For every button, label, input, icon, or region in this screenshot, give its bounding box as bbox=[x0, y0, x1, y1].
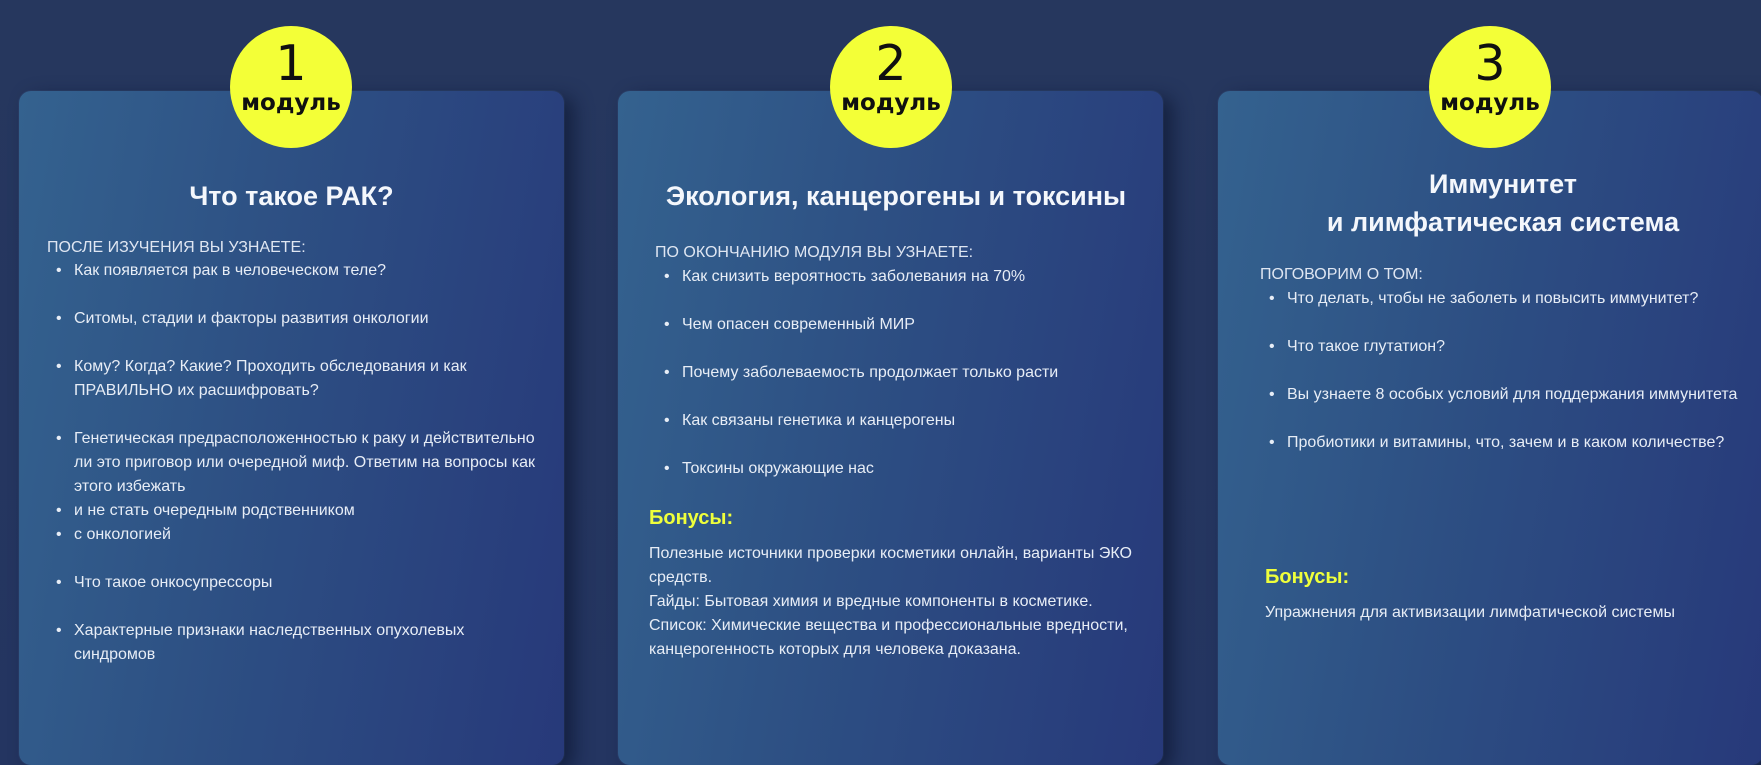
list-item: • Ситомы, стадии и факторы развития онкологии bbox=[47, 307, 547, 331]
module-title-3: Иммунитет и лимфатическая система bbox=[1326, 169, 1680, 237]
module-label-3: ПОГОВОРИМ О ТОМ: bbox=[1260, 266, 1423, 283]
module-label-2: ПО ОКОНЧАНИЮ МОДУЛЯ ВЫ УЗНАЕТЕ: bbox=[655, 244, 974, 261]
module-word-3: модуль bbox=[1440, 90, 1540, 116]
module-badge-2 bbox=[830, 26, 952, 148]
list-item: • Генетическая предрасположенностью к раку и действительно ли это приговор или очередной миф. Ответим на вопросы как этого избежать bbox=[47, 427, 547, 499]
module-number-3: 3 bbox=[1474, 35, 1506, 92]
module-number-1: 1 bbox=[275, 35, 307, 92]
list-item: • Токсины окружающие нас bbox=[655, 457, 1155, 481]
module-title-2: Экология, канцерогены и токсины bbox=[665, 181, 1127, 211]
list-item: • Как появляется рак в человеческом теле? bbox=[47, 259, 547, 283]
list-item: • Пробиотики и витамины, что, зачем и в каком количестве? bbox=[1260, 431, 1750, 455]
list-item: • Характерные признаки наследственных опухолевых синдромов bbox=[47, 619, 547, 667]
module-number-2: 2 bbox=[875, 35, 907, 92]
module-card-1 bbox=[19, 91, 564, 765]
module-badge-1 bbox=[230, 26, 352, 148]
module-card-3 bbox=[1218, 91, 1761, 765]
list-item: • Как снизить вероятность заболевания на 70% bbox=[655, 265, 1155, 289]
bonus-text-2: Полезные источники проверки косметики онлайн, варианты ЭКО средств. Гайды: Бытовая химия и вредные компоненты в косметике. Список: Химические вещества и профессиональные вредности, канцерогенность которых для человека доказана. bbox=[649, 545, 1132, 658]
module-word-1: модуль bbox=[241, 90, 341, 116]
module-badge-3 bbox=[1429, 26, 1551, 148]
list-item: • и не стать очередным родственником bbox=[47, 499, 547, 523]
bonus-heading-3: Бонусы: bbox=[1265, 566, 1350, 588]
list-item: • Что такое глутатион? bbox=[1260, 335, 1750, 359]
list-item: • Чем опасен современный МИР bbox=[655, 313, 1155, 337]
module-word-2: модуль bbox=[841, 90, 941, 116]
list-item: • Кому? Когда? Какие? Проходить обследования и как ПРАВИЛЬНО их расшифровать? bbox=[47, 355, 547, 403]
module-list-1 bbox=[47, 259, 547, 667]
module-card-2 bbox=[618, 91, 1163, 765]
list-item: • Как связаны генетика и канцерогены bbox=[655, 409, 1155, 433]
list-item: • Вы узнаете 8 особых условий для поддержания иммунитета bbox=[1260, 383, 1750, 407]
module-list-3 bbox=[1260, 287, 1750, 455]
list-item: • Что делать, чтобы не заболеть и повысить иммунитет? bbox=[1260, 287, 1750, 311]
module-list-2 bbox=[655, 265, 1155, 481]
bonus-text-3: Упражнения для активизации лимфатической системы bbox=[1265, 604, 1675, 621]
list-item: • Почему заболеваемость продолжает только расти bbox=[655, 361, 1155, 385]
module-title-1: Что такое РАК? bbox=[189, 181, 394, 211]
list-item: • с онкологией bbox=[47, 523, 547, 547]
bonus-heading-2: Бонусы: bbox=[649, 507, 734, 529]
module-label-1: ПОСЛЕ ИЗУЧЕНИЯ ВЫ УЗНАЕТЕ: bbox=[47, 239, 306, 256]
list-item: • Что такое онкосупрессоры bbox=[47, 571, 547, 595]
